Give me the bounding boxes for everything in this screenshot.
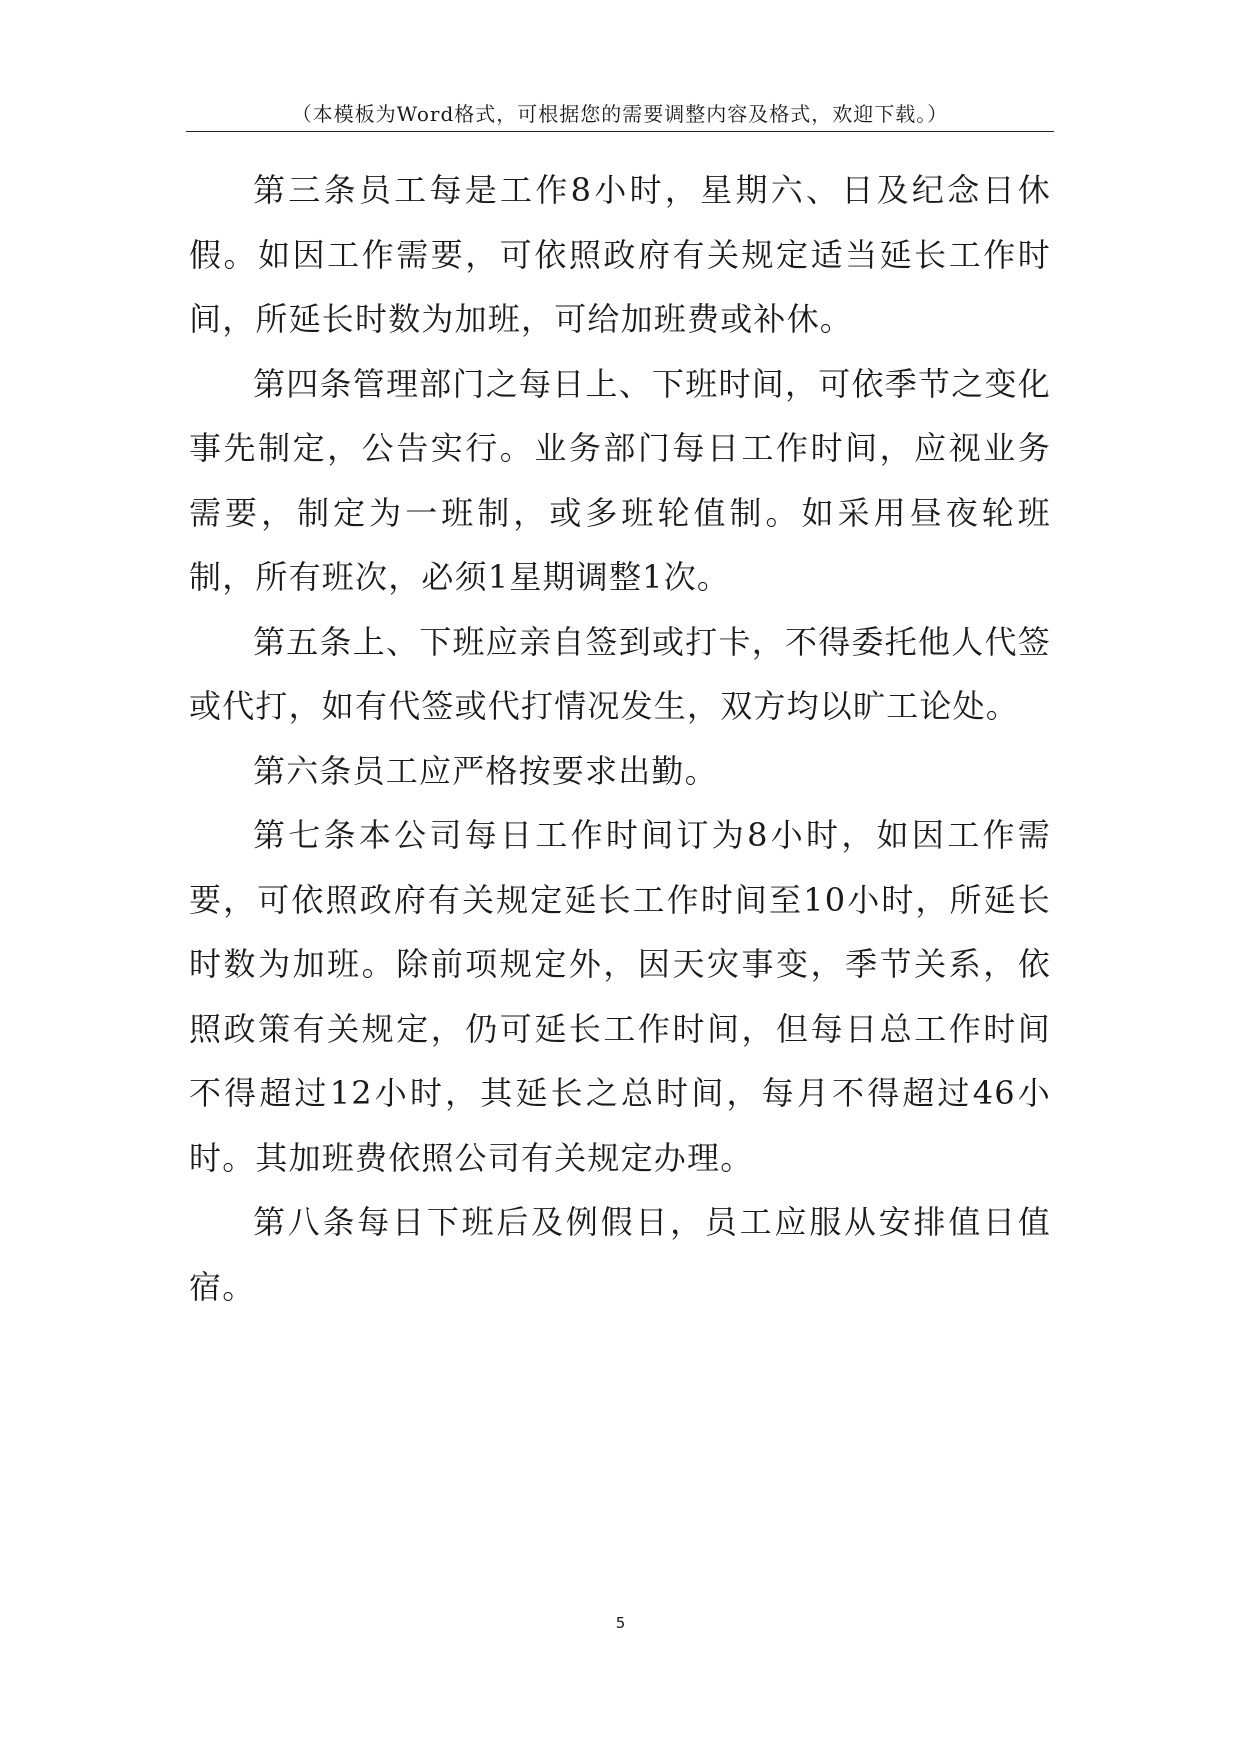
document-body (189, 158, 1051, 1319)
page-number: 5 (615, 1614, 626, 1632)
article-3-paragraph: 第三条员工每是工作8小时，星期六、日及纪念日休假。如因工作需要，可依照政府有关规定适当延长工作时间，所延长时数为加班，可给加班费或补休。 (189, 171, 1051, 338)
article-5-paragraph: 第五条上、下班应亲自签到或打卡，不得委托他人代签或代打，如有代签或代打情况发生，双方均以旷工论处。 (189, 622, 1051, 725)
article-7-paragraph: 第七条本公司每日工作时间订为8小时，如因工作需要，可依照政府有关规定延长工作时间至10小时，所延长时数为加班。除前项规定外，因天灾事变，季节关系，依照政策有关规定，仍可延长工作时间，但每日总工作时间不得超过12小时，其延长之总时间，每月不得超过46小时。其加班费依照公司有关规定办理。 (189, 816, 1051, 1177)
article-6-paragraph: 第六条员工应严格按要求出勤。 (253, 751, 718, 790)
template-notice: （本模板为Word格式，可根据您的需要调整内容及格式，欢迎下载。） (291, 102, 949, 126)
header-divider (186, 131, 1054, 132)
article-8-paragraph: 第八条每日下班后及例假日，员工应服从安排值日值宿。 (189, 1203, 1051, 1306)
article-4-paragraph: 第四条管理部门之每日上、下班时间，可依季节之变化事先制定，公告实行。业务部门每日工作时间，应视业务需要，制定为一班制，或多班轮值制。如采用昼夜轮班制，所有班次，必须1星期调整1次。 (189, 364, 1051, 596)
